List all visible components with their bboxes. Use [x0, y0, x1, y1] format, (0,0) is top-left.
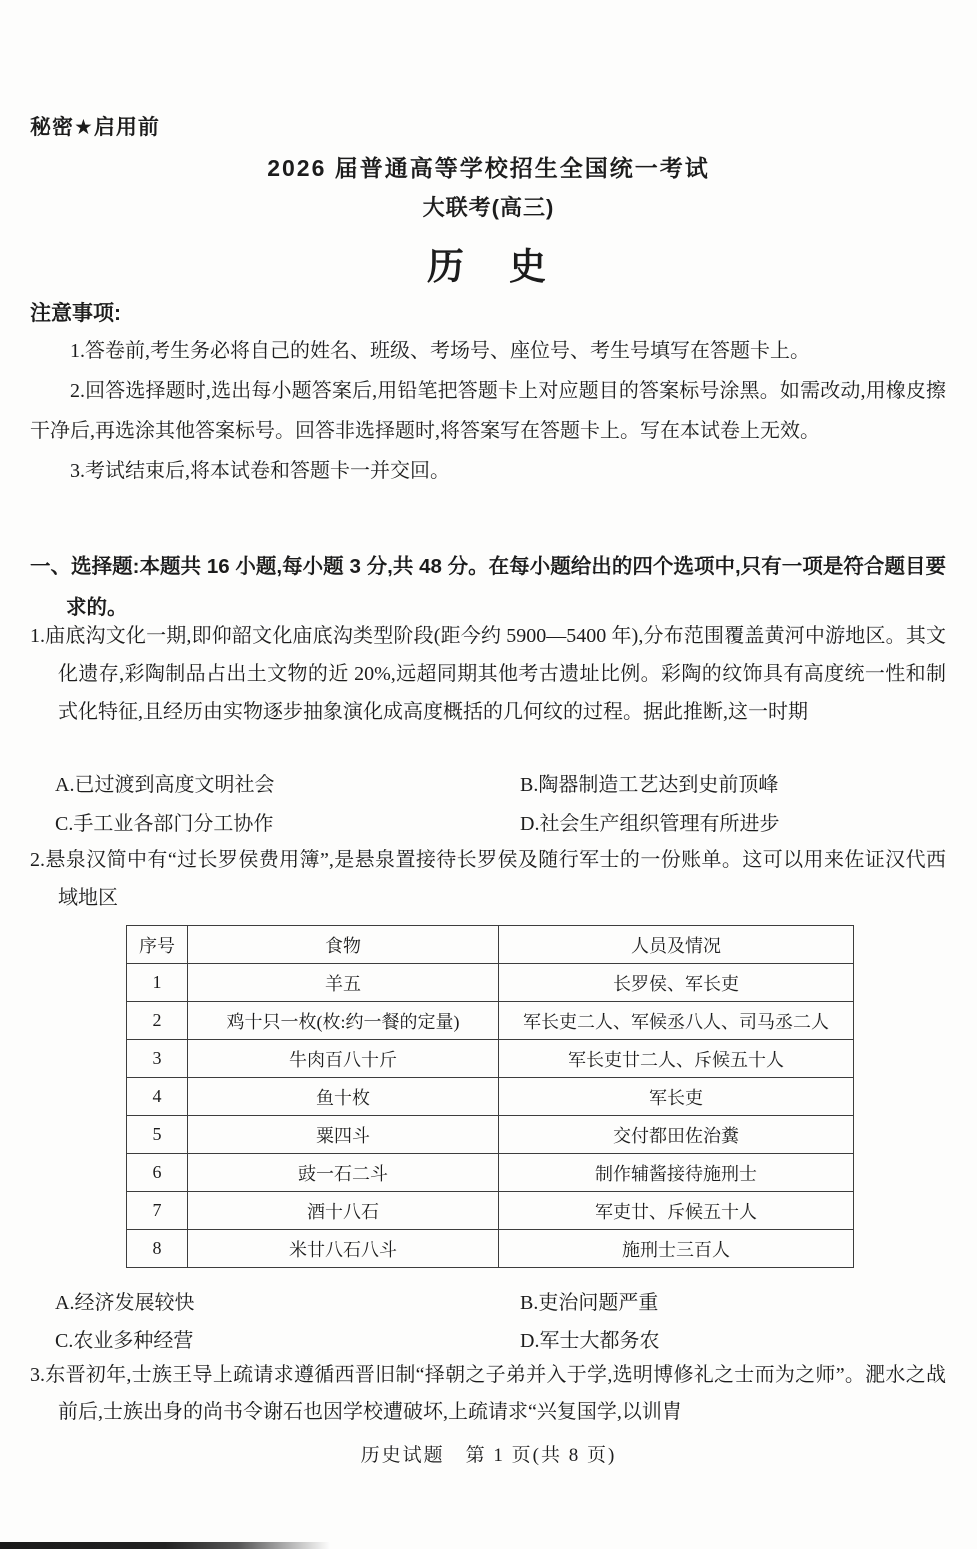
table-cell-index: 3	[127, 1040, 188, 1078]
table-cell-food: 鸡十只一枚(枚:约一餐的定量)	[188, 1002, 499, 1040]
scan-artifact-streak	[0, 1542, 330, 1549]
table-row	[127, 1002, 854, 1040]
question-2-option-a: A.经济发展较快	[55, 1292, 195, 1314]
notice-item-3: 3.考试结束后,将本试卷和答题卡一并交回。	[70, 460, 450, 482]
page-footer: 历史试题 第 1 页(共 8 页)	[360, 1445, 617, 1466]
table-cell-people: 军长吏二人、军候丞八人、司马丞二人	[499, 1002, 854, 1040]
table-cell-people: 军长吏廿二人、斥候五十人	[499, 1040, 854, 1078]
question-1-option-d: D.社会生产组织管理有所进步	[520, 813, 780, 835]
question-2-option-d: D.军士大都务农	[520, 1330, 660, 1352]
table-cell-index: 1	[127, 964, 188, 1002]
section-heading-multiple-choice: 一、选择题:本题共 16 小题,每小题 3 分,共 48 分。在每小题给出的四个选项中,只有一项是符合题目要求的。	[30, 555, 946, 619]
table-row	[127, 1116, 854, 1154]
table-cell-index: 4	[127, 1078, 188, 1116]
notice-list	[30, 331, 946, 491]
table-cell-index: 5	[127, 1116, 188, 1154]
notice-item-1: 1.答卷前,考生务必将自己的姓名、班级、考场号、座位号、考生号填写在答题卡上。	[70, 340, 810, 362]
question-2-stem: 2.悬泉汉简中有“过长罗侯费用簿”,是悬泉置接待长罗侯及随行军士的一份账单。这可以用来佐证汉代西域地区	[30, 849, 946, 909]
question-1-option-c: C.手工业各部门分工协作	[55, 813, 274, 835]
table-cell-people: 制作辅酱接待施刑士	[499, 1154, 854, 1192]
subject-title: 历 史	[427, 246, 550, 287]
table-cell-people: 军长吏	[499, 1078, 854, 1116]
table-header-index: 序号	[127, 926, 188, 964]
table-cell-people: 施刑士三百人	[499, 1230, 854, 1268]
table-cell-food: 羊五	[188, 964, 499, 1002]
question-1-options	[55, 766, 955, 844]
table-cell-people: 长罗侯、军长吏	[499, 964, 854, 1002]
table-cell-food: 牛肉百八十斤	[188, 1040, 499, 1078]
classification-label: 秘密★启用前	[30, 116, 160, 139]
exam-title: 2026 届普通高等学校招生全国统一考试	[267, 155, 710, 181]
table-cell-food: 米廿八石八斗	[188, 1230, 499, 1268]
question-1-option-a: A.已过渡到高度文明社会	[55, 774, 275, 796]
table-cell-food: 粟四斗	[188, 1116, 499, 1154]
question-1-stem: 1.庙底沟文化一期,即仰韶文化庙底沟类型阶段(距今约 5900—5400 年),分布范围覆盖黄河中游地区。其文化遗存,彩陶制品占出土文物的近 20%,远超同期其他考古遗址比例。彩陶的纹饰具有高度统一性和制式化特征,且经历由实物逐步抽象演化成高度概括的几何纹的过程。据此推断,这一时期	[30, 625, 946, 723]
table-row	[127, 1230, 854, 1268]
table-row	[127, 1154, 854, 1192]
table-cell-people: 军吏廿、斥候五十人	[499, 1192, 854, 1230]
table-header-row	[127, 926, 854, 964]
notice-heading: 注意事项:	[30, 302, 121, 325]
table-cell-people: 交付都田佐治糞	[499, 1116, 854, 1154]
table-cell-food: 鱼十枚	[188, 1078, 499, 1116]
table-row	[127, 1192, 854, 1230]
table-cell-index: 6	[127, 1154, 188, 1192]
exam-subtitle: 大联考(高三)	[422, 195, 555, 220]
table-row	[127, 1040, 854, 1078]
table-cell-index: 2	[127, 1002, 188, 1040]
question-3-stem: 3.东晋初年,士族王导上疏请求遵循西晋旧制“择朝之子弟并入于学,选明博修礼之士而为之师”。淝水之战前后,士族出身的尚书令谢石也因学校遭破坏,上疏请求“兴复国学,以训胄	[30, 1364, 946, 1423]
table-header-food: 食物	[188, 926, 499, 964]
question-2-table	[126, 925, 854, 1268]
question-2-option-c: C.农业多种经营	[55, 1330, 194, 1352]
table-cell-food: 豉一石二斗	[188, 1154, 499, 1192]
table-row	[127, 964, 854, 1002]
table-cell-food: 酒十八石	[188, 1192, 499, 1230]
notice-item-2: 2.回答选择题时,选出每小题答案后,用铅笔把答题卡上对应题目的答案标号涂黑。如需改动,用橡皮擦干净后,再选涂其他答案标号。回答非选择题时,将答案写在答题卡上。写在本试卷上无效。	[30, 380, 946, 442]
question-2-options	[55, 1284, 955, 1360]
question-1-option-b: B.陶器制造工艺达到史前顶峰	[520, 774, 779, 796]
table-row	[127, 1078, 854, 1116]
table-cell-index: 7	[127, 1192, 188, 1230]
question-2-option-b: B.吏治问题严重	[520, 1292, 659, 1314]
table-cell-index: 8	[127, 1230, 188, 1268]
table-header-people: 人员及情况	[499, 926, 854, 964]
